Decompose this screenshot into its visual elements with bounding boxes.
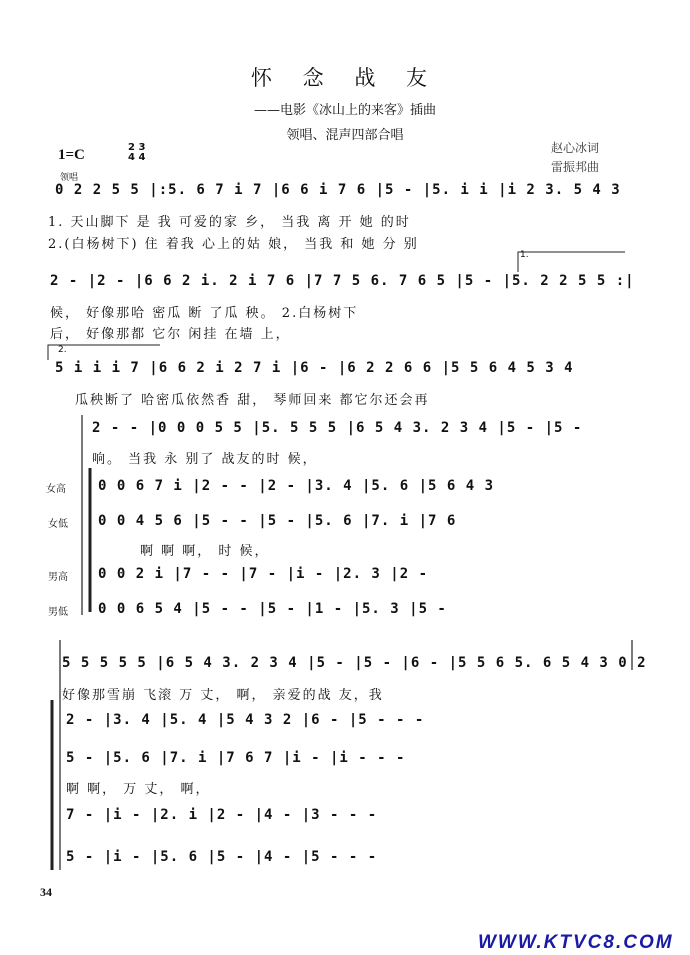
performance-note: 领唱、混声四部合唱 — [286, 128, 404, 143]
subtitle: ——电影《冰山上的来客》插曲 — [253, 103, 436, 118]
system4-soprano-notes: 0 0 6 7 i |2 - - |2 - |3. 4 |5. 6 |5 6 4 3 — [98, 478, 495, 494]
system4-tenor-notes: 0 0 2 i |7 - - |7 - |i - |2. 3 |2 - — [98, 566, 429, 582]
composer-credit: 雷振邦曲 — [551, 160, 600, 174]
first-ending-bracket — [518, 252, 625, 272]
system2-verse1: 候， 好像那哈 密瓜 断 了瓜 秧。 2.白杨树下 — [50, 306, 359, 321]
voice-label-tenor: 男高 — [48, 572, 68, 583]
system4-lead-notes: 2 - - |0 0 0 5 5 |5. 5 5 5 |6 5 4 3. 2 3 4 |5 - |5 - — [92, 420, 583, 436]
system3-notes: 5 i i i 7 |6 6 2 i 2 7 i |6 - |6 2 2 6 6 |5 5 6 4 5 3 4 — [55, 360, 574, 376]
system5-lead-lyrics: 好像那雪崩 飞滚 万 丈， 啊， 亲爱的战 友，我 — [62, 688, 384, 703]
system2-notes: 2 - |2 - |6 6 2 i. 2 i 7 6 |7 7 5 6. 7 6 5 |5 - |5. 2 2 5 5 :| — [50, 273, 635, 289]
page-title: 怀 念 战 友 — [250, 66, 440, 90]
first-ending-mark: 1. — [520, 250, 529, 260]
system1-notes: 0 2 2 5 5 |:5. 6 7 i 7 |6 6 i 7 6 |5 - |5. i i |i 2 3. 5 4 3 — [55, 182, 621, 198]
system5-choir-lyrics: 啊 啊， 万 丈， 啊， — [66, 782, 211, 797]
system1-verse2: 2.(白杨树下) 住 着我 心上的姑 娘， 当我 和 她 分 别 — [48, 237, 419, 252]
system1-verse1: 1. 天山脚下 是 我 可爱的家 乡， 当我 离 开 她 的时 — [48, 215, 411, 230]
voice-label-bass: 男低 — [48, 607, 68, 618]
watermark: WWW.KTVC8.COM — [478, 932, 674, 953]
meter-bottom: 4 4 — [128, 152, 146, 163]
voice-label-alto: 女低 — [48, 519, 68, 530]
system4-choir-lyrics: 啊 啊 啊， 时 候， — [140, 544, 270, 559]
key-signature: 1=C — [58, 147, 85, 163]
lead-marker: 领唱 — [60, 173, 79, 183]
meter-top: 2 3 — [128, 142, 146, 153]
system5-tenor-notes: 7 - |i - |2. i |2 - |4 - |3 - - - — [66, 807, 378, 823]
system5-bass-notes: 5 - |i - |5. 6 |5 - |4 - |5 - - - — [66, 849, 378, 865]
system4-alto-notes: 0 0 4 5 6 |5 - - |5 - |5. 6 |7. i |7 6 — [98, 513, 457, 529]
page-number: 34 — [40, 885, 52, 899]
system2-verse2: 后， 好像那都 它尔 闲挂 在墙 上， — [50, 327, 291, 342]
second-ending-mark: 2. — [58, 345, 67, 355]
system5-alto-notes: 5 - |5. 6 |7. i |7 6 7 |i - |i - - - — [66, 750, 406, 766]
system4-bass-notes: 0 0 6 5 4 |5 - - |5 - |1 - |5. 3 |5 - — [98, 601, 447, 617]
system4-lead-lyrics: 响。 当我 永 别了 战友的时 候， — [92, 452, 318, 467]
system5-soprano-notes: 2 - |3. 4 |5. 4 |5 4 3 2 |6 - |5 - - - — [66, 712, 425, 728]
lyricist-credit: 赵心冰词 — [551, 141, 600, 155]
voice-label-soprano: 女高 — [46, 484, 66, 495]
system5-lead-notes: 5 5 5 5 5 |6 5 4 3. 2 3 4 |5 - |5 - |6 - |5 5 6 5. 6 5 4 3 0 2 — [62, 655, 647, 671]
system3-lyrics: 瓜秧断了 哈密瓜依然香 甜， 琴师回来 都它尔还会再 — [75, 393, 430, 408]
second-ending-bracket — [48, 345, 160, 360]
